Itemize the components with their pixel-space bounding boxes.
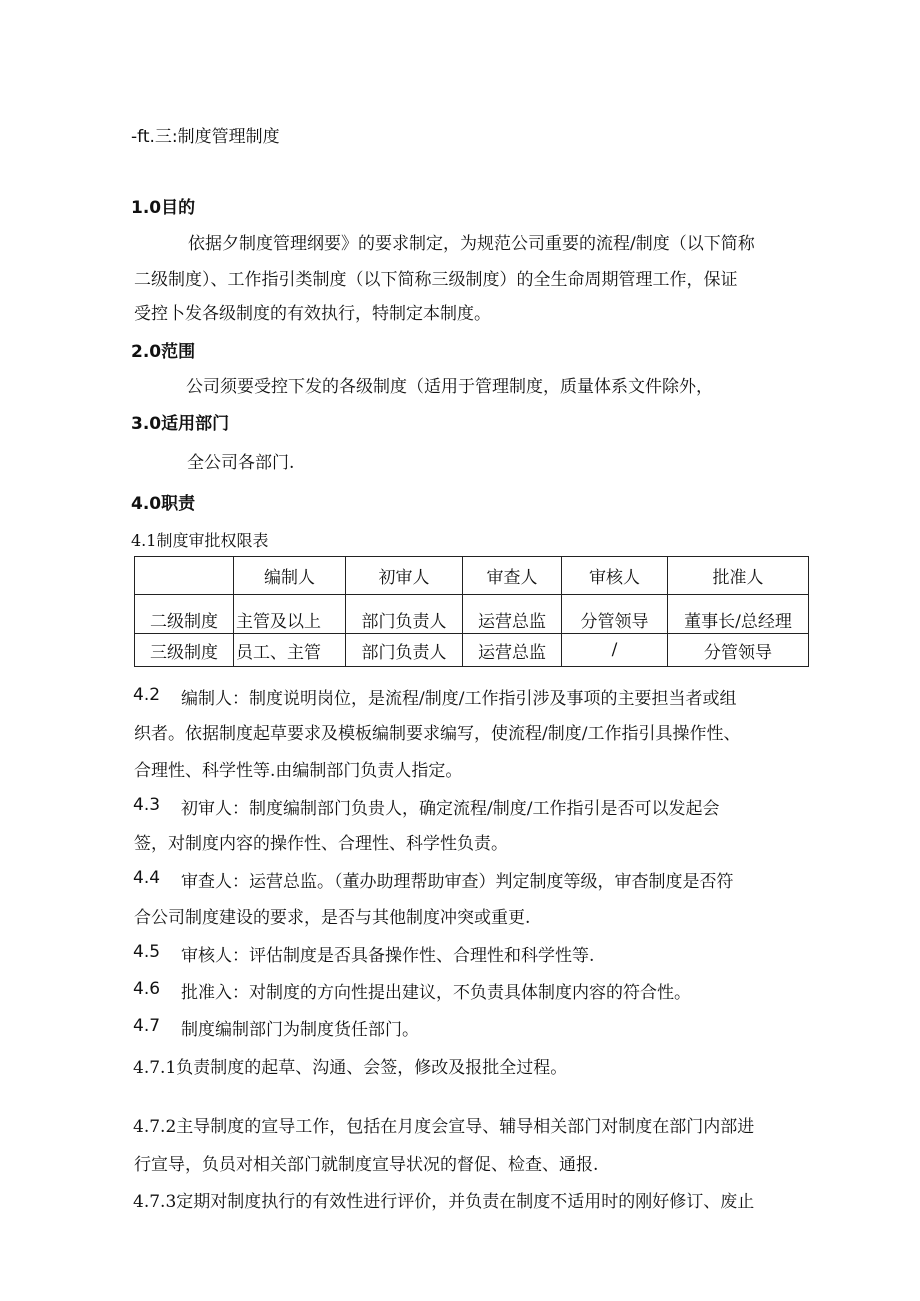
table-cell: 分管领导 (562, 595, 668, 634)
table-cell: 三级制度 (135, 634, 234, 667)
item-number: 4.6 (133, 979, 161, 999)
table-header-cell: 编制人 (234, 557, 346, 595)
table-row (135, 634, 809, 667)
table-cell: 二级制度 (135, 595, 234, 634)
table-row (135, 595, 809, 634)
table-cell: 董事长/总经理 (668, 595, 809, 634)
document-title: -ft.三:制度管理制度 (131, 127, 280, 147)
purpose-line: 二级制度）、工作指引类制度（以下简称三级制度）的全生命周期管理工作，保证 (134, 270, 738, 290)
item-line: 签，对制度内容的操作性、合理性、科学性负责。 (134, 834, 508, 854)
item-number: 4.7 (133, 1016, 161, 1036)
table-header-cell: 审查人 (463, 557, 562, 595)
item-line: 编制人：制度说明岗位，是流程/制度/工作指引涉及事项的主要担当者或组 (181, 689, 737, 709)
item-number: 4.4 (133, 868, 161, 888)
item-line: 批准入：对制度的方向性提出建议，不负责具体制度内容的符合性。 (181, 983, 691, 1003)
table-header-cell: 审核人 (562, 557, 668, 595)
item-number: 4.2 (133, 685, 161, 705)
item-line: 织者。依据制度起草要求及模板编制要求编写，使流程/制度/工作指引具操作性、 (134, 724, 741, 744)
table-header-row (135, 557, 809, 595)
table-header-cell: 批准人 (668, 557, 809, 595)
purpose-line: 依据夕制度管理纲要》的要求制定，为规范公司重要的流程/制度（以下简称 (188, 234, 755, 254)
item-number: 4.5 (133, 942, 161, 962)
departments-line: 全公司各部门. (187, 453, 295, 473)
section-heading-purpose: 1.0目的 (131, 198, 196, 218)
item-line: 审查人：运营总监。（董办助理帮助审查）判定制度等级，审杳制度是否符 (181, 872, 734, 892)
table-cell: 运营总监 (463, 595, 562, 634)
approval-authority-table (134, 556, 809, 667)
table-cell: 运营总监 (463, 634, 562, 667)
item-line: 行宣导，负员对相关部门就制度宣导状况的督促、检查、通报. (134, 1155, 599, 1175)
item-line: 4.7.1负责制度的起草、沟通、会签，修改及报批全过程。 (133, 1058, 568, 1078)
table-header-cell: 初审人 (346, 557, 463, 595)
item-line: 制度编制部门为制度货任部门。 (181, 1020, 419, 1040)
item-line: 4.7.2主导制度的宣导工作，包括在月度会宣导、辅导相关部门对制度在部门内部进 (133, 1117, 755, 1137)
table-caption: 4.1制度审批权限表 (131, 531, 269, 550)
table-cell: 员工、主管 (234, 634, 346, 667)
section-heading-duties: 4.0职责 (131, 494, 196, 514)
table-cell: 主管及以上 (234, 595, 346, 634)
table-header-cell (135, 557, 234, 595)
item-line: 合公司制度建设的要求，是否与其他制度冲突或重更. (134, 908, 531, 928)
item-line: 初审人：制度编制部门负贵人，确定流程/制度/工作指引是否可以发起会 (181, 799, 720, 819)
item-line: 4.7.3定期对制度执行的有效性进行评价，并负责在制度不适用时的刚好修订、废止 (133, 1192, 755, 1212)
table-cell: / (562, 634, 668, 667)
section-heading-scope: 2.0范围 (131, 342, 196, 362)
section-heading-departments: 3.0适用部门 (131, 414, 230, 434)
table-cell: 部门负责人 (346, 634, 463, 667)
purpose-line: 受控卜发各级制度的有效执行，特制定本制度。 (134, 304, 491, 324)
item-number: 4.3 (133, 795, 161, 815)
item-line: 合理性、科学性等.由编制部门负责人指定。 (134, 761, 463, 781)
scope-line: 公司须要受控下发的各级制度（适用于管理制度，质量体系文件除外， (186, 377, 713, 397)
item-line: 审核人：评估制度是否具备操作性、合理性和科学性等. (181, 946, 595, 966)
table-cell: 分管领导 (668, 634, 809, 667)
table-cell: 部门负责人 (346, 595, 463, 634)
